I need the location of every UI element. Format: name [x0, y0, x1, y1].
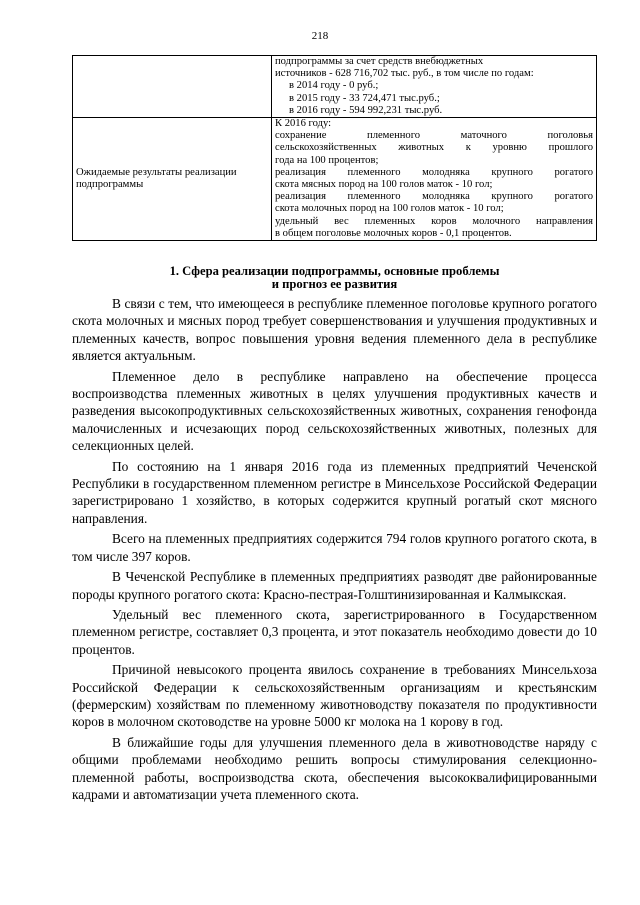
- result-line: реализация племенного молодняка крупного рогатого: [275, 191, 593, 203]
- table-row-financing: [73, 56, 597, 118]
- table-row-expected-results: [73, 118, 597, 241]
- paragraph: В ближайшие годы для улучшения племенного дела в животноводстве наряду с общими проблемами необходимо решить вопросы стимулирования селекционно-племенной работы, воспроизводства скота, обеспечения высококвалифицированными кадрами и автоматизации учета племенного скота.: [72, 734, 597, 802]
- result-line: удельный вес племенных коров молочного направления: [275, 215, 593, 227]
- section-body: [72, 295, 597, 806]
- result-line: скота мясных пород на 100 голов маток - 10 гол;: [275, 179, 493, 191]
- expected-results-label: Ожидаемые результаты реализации подпрограммы: [73, 118, 272, 241]
- result-line: реализация племенного молодняка крупного рогатого: [275, 166, 593, 178]
- financing-year-line: в 2014 году - 0 руб.;: [289, 80, 379, 92]
- table-label-cell: [73, 56, 272, 118]
- section-heading-line: и прогноз ее развития: [271, 277, 398, 291]
- result-line: сохранение племенного маточного поголовья: [275, 130, 593, 142]
- result-line: К 2016 году:: [275, 118, 332, 130]
- paragraph: В связи с тем, что имеющееся в республике племенное поголовье крупного рогатого скота молочных и мясных пород требует совершенствования и улучшения продуктивных и племенных качеств, вопрос повышения уровня ведения племенного дела в республике является актуальным.: [72, 296, 597, 364]
- financing-year-line: в 2015 году - 33 724,471 тыс.руб.;: [289, 92, 440, 104]
- paragraph: В Чеченской Республике в племенных предприятиях разводят две районированные породы крупного рогатого скота: Красно-пестрая-Голштинизированная и Калмыкская.: [72, 569, 597, 602]
- subprogram-passport-table: [72, 55, 597, 241]
- page-number: 218: [311, 30, 329, 42]
- financing-year-line: в 2016 году - 594 992,231 тыс.руб.: [289, 104, 443, 116]
- result-line: сельскохозяйственных животных к уровню прошлого: [275, 142, 593, 154]
- financing-line: источников - 628 716,702 тыс. руб., в том числе по годам:: [275, 68, 534, 80]
- expected-results-value: [272, 118, 597, 241]
- section-heading-line: 1. Сфера реализации подпрограммы, основные проблемы: [169, 264, 500, 278]
- paragraph: Племенное дело в республике направлено на обеспечение процесса воспроизводства племенных животных в целях улучшения продуктивных качеств и разведения высокопродуктивных сельскохозяйственных животных, сохранения генофонда малочисленных и исчезающих пород сельскохозяйственных животных, полезных для селекционных целей.: [72, 368, 597, 454]
- paragraph: Всего на племенных предприятиях содержится 794 голов крупного рогатого скота, в том числе 397 коров.: [72, 531, 597, 564]
- result-line: в общем поголовье молочных коров - 0,1 процентов.: [275, 227, 512, 239]
- financing-line: подпрограммы за счет средств внебюджетных: [275, 56, 484, 67]
- paragraph: Удельный вес племенного скота, зарегистрированного в Государственном племенном регистре, составляет 0,3 процента, и этот показатель необходимо довести до 10 процентов.: [72, 606, 597, 657]
- section-heading: [72, 265, 597, 291]
- paragraph: По состоянию на 1 января 2016 года из племенных предприятий Чеченской Республики в государственном племенном регистре в Минсельхозе Российской Федерации зарегистрировано 1 хозяйство, в которых содержится крупный рогатый скот мясного направления.: [72, 458, 597, 526]
- result-line: года на 100 процентов;: [275, 154, 379, 166]
- table-value-cell: [272, 56, 597, 118]
- result-line: скота молочных пород на 100 голов маток - 10 гол;: [275, 203, 504, 215]
- paragraph: Причиной невысокого процента явилось сохранение в требованиях Минсельхоза Российской Федерации к сельскохозяйственным организациям и крестьянским (фермерским) хозяйствам по племенному животноводству показателя по продуктивности коров в молочном скотоводстве на уровне 5000 кг молока на 1 корову в год.: [72, 662, 597, 730]
